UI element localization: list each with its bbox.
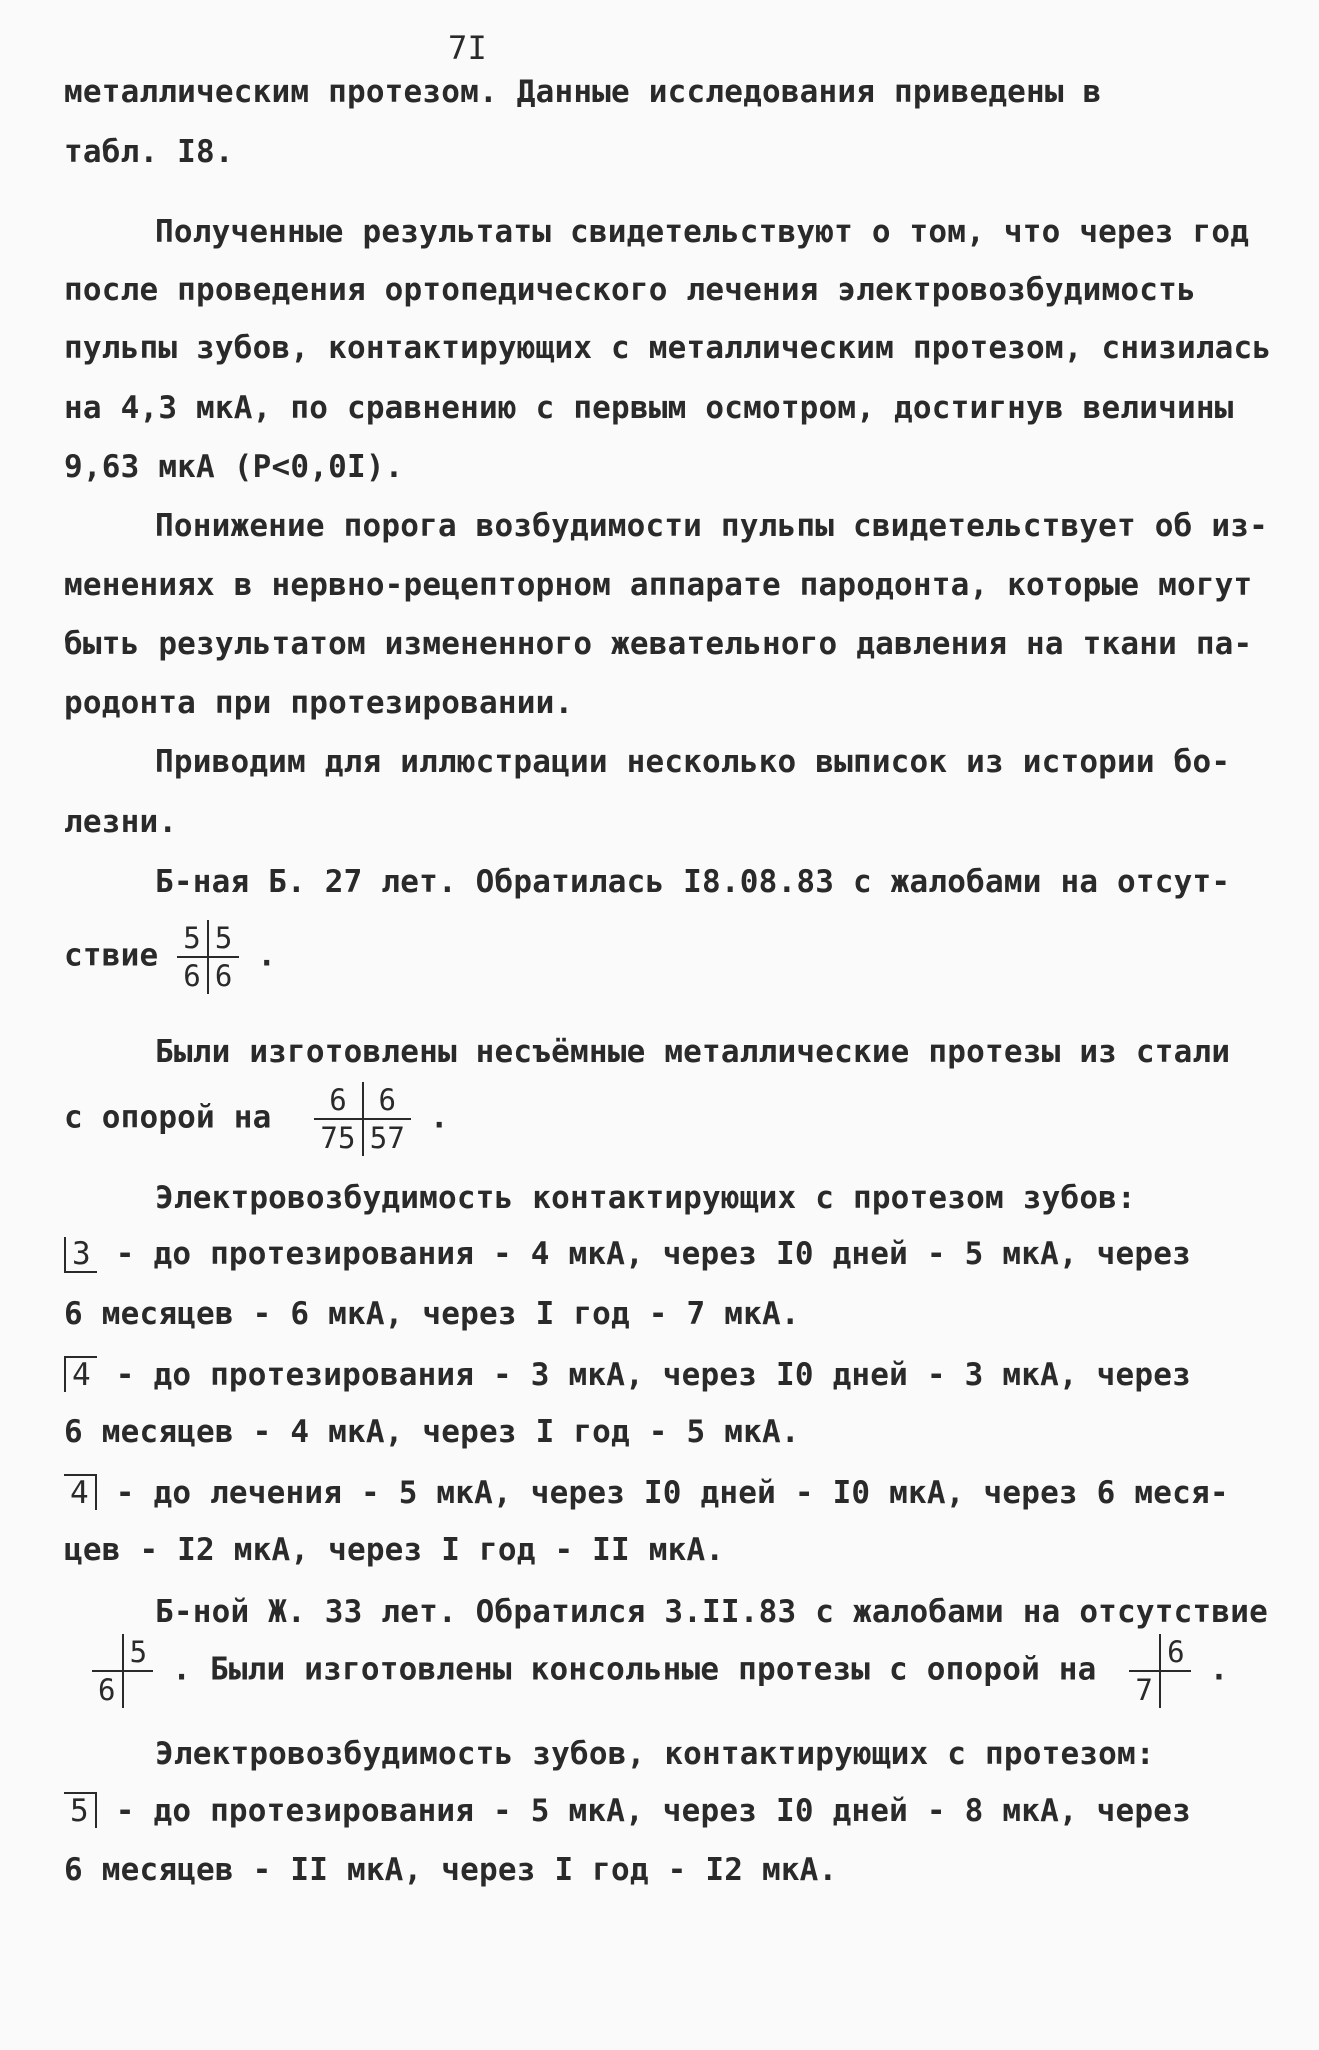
text-fragment: - до лечения - 5 мкА, через I0 дней - I0 мкА, через 6 меся- xyxy=(115,1475,1229,1511)
text-fragment: . xyxy=(257,937,277,974)
tooth-measure-line xyxy=(64,1236,1191,1273)
case-1-intro: Б-ная Б. 27 лет. Обратилась I8.08.83 с жалобами на отсут- xyxy=(155,864,1231,900)
formula-upper-left: 6 xyxy=(314,1082,362,1119)
text-fragment: - до протезирования - 3 мкА, через I0 дней - 3 мкА, через xyxy=(115,1357,1191,1393)
text-fragment: . xyxy=(429,1099,449,1136)
text-line: быть результатом измененного жевательного давления на ткани па- xyxy=(64,626,1253,662)
dental-formula-support xyxy=(1129,1634,1190,1708)
text-fragment: . Были изготовлены консольные протезы с опорой на xyxy=(172,1651,1097,1688)
text-line: пульпы зубов, контактирующих с металлическим протезом, снизилась xyxy=(64,330,1272,366)
text-line: Электровозбудимость контактирующих с протезом зубов: xyxy=(155,1180,1136,1216)
tooth-measure-line xyxy=(64,1792,1191,1829)
tooth-quadrant-mark: 4 xyxy=(64,1474,97,1510)
formula-lower-left: 7 xyxy=(1129,1671,1160,1708)
text-line: металлическим протезом. Данные исследования приведены в xyxy=(64,74,1102,110)
text-fragment: ствие xyxy=(64,937,159,974)
text-line: родонта при протезировании. xyxy=(64,685,574,721)
text-line: цев - I2 мкА, через I год - II мкА. xyxy=(64,1532,725,1568)
formula-lower-right: 57 xyxy=(369,1121,406,1155)
text-line: Электровозбудимость зубов, контактирующих с протезом: xyxy=(155,1736,1155,1772)
text-line: табл. I8. xyxy=(64,134,234,170)
paragraph-start: Полученные результаты свидетельствуют о том, что через год xyxy=(155,214,1250,250)
formula-upper-right: 6 xyxy=(363,1082,411,1119)
text-line-with-formula xyxy=(92,1634,1229,1708)
text-line-with-formula xyxy=(64,920,276,994)
text-line-with-formula xyxy=(64,1082,449,1156)
formula-upper-right: 6 xyxy=(1160,1634,1191,1671)
text-fragment: - до протезирования - 5 мкА, через I0 дней - 8 мкА, через xyxy=(115,1793,1191,1829)
text-fragment: с опорой на xyxy=(64,1099,272,1136)
text-line: 6 месяцев - II мкА, через I год - I2 мкА. xyxy=(64,1852,838,1888)
tooth-quadrant-mark: 3 xyxy=(64,1237,97,1273)
text-line: 6 месяцев - 6 мкА, через I год - 7 мкА. xyxy=(64,1296,800,1332)
formula-lower-left: 6 xyxy=(92,1671,123,1708)
text-line: на 4,3 мкА, по сравнению с первым осмотром, достигнув величины xyxy=(64,390,1234,426)
tooth-measure-line xyxy=(64,1356,1191,1393)
text-line: 6 месяцев - 4 мкА, через I год - 5 мкА. xyxy=(64,1414,800,1450)
tooth-quadrant-mark: 5 xyxy=(64,1792,97,1828)
text-line: лезни. xyxy=(64,804,178,840)
formula-upper-right: 5 xyxy=(123,1634,154,1671)
paragraph-start: Понижение порога возбудимости пульпы свидетельствует об из- xyxy=(155,508,1268,544)
dental-formula-missing xyxy=(92,1634,153,1708)
tooth-quadrant-mark: 4 xyxy=(64,1356,97,1392)
text-line: Были изготовлены несъёмные металлические протезы из стали xyxy=(155,1034,1231,1070)
formula-lower-left: 6 xyxy=(177,957,208,994)
page-number: 7I xyxy=(448,29,487,67)
formula-lower-right: 6 xyxy=(214,959,233,993)
formula-upper-right: 5 xyxy=(208,920,239,957)
dental-formula-missing xyxy=(177,920,238,994)
text-line: 9,63 мкА (Р<0,0I). xyxy=(64,449,404,485)
paragraph-start: Приводим для иллюстрации несколько выписок из истории бо- xyxy=(155,744,1231,780)
text-fragment: - до протезирования - 4 мкА, через I0 дней - 5 мкА, через xyxy=(115,1236,1191,1272)
dental-formula-support xyxy=(314,1082,411,1156)
formula-lower-left: 75 xyxy=(314,1119,362,1156)
formula-upper-left: 5 xyxy=(177,920,208,957)
text-line: менениях в нервно-рецепторном аппарате пародонта, которые могут xyxy=(64,567,1253,603)
tooth-measure-line xyxy=(64,1474,1229,1511)
case-2-intro: Б-ной Ж. 33 лет. Обратился 3.II.83 с жалобами на отсутствие xyxy=(155,1594,1268,1630)
text-line: после проведения ортопедического лечения электровозбудимость xyxy=(64,272,1196,308)
text-fragment: . xyxy=(1209,1651,1229,1688)
